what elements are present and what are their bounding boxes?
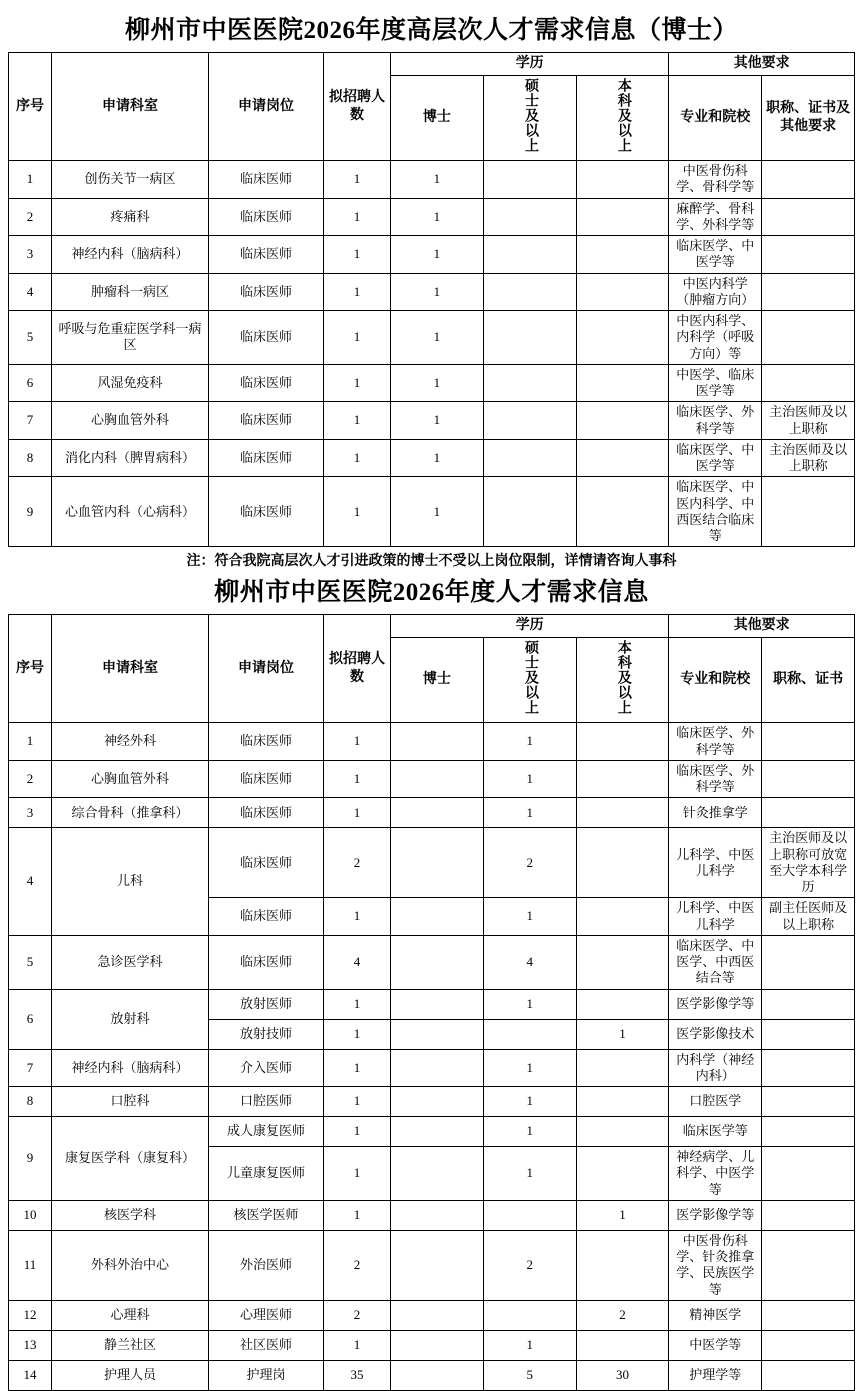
cell-major: 医学影像学等 — [669, 1200, 762, 1230]
cell-bachelor — [576, 1230, 669, 1300]
cell-cert — [762, 1087, 855, 1117]
cell-master — [483, 161, 576, 199]
cell-no: 8 — [9, 439, 52, 477]
cell-no: 5 — [9, 311, 52, 365]
cell-no: 2 — [9, 760, 52, 798]
cell-major: 中医骨伤科学、针灸推拿学、民族医学等 — [669, 1230, 762, 1300]
cell-num: 1 — [324, 723, 391, 761]
cell-no: 1 — [9, 161, 52, 199]
cell-major: 儿科学、中医儿科学 — [669, 828, 762, 898]
cell-num: 1 — [324, 1200, 391, 1230]
cell-phd: 1 — [391, 198, 484, 236]
header-dept: 申请科室 — [52, 615, 209, 723]
cell-post: 心理医师 — [209, 1300, 324, 1330]
header-other: 其他要求 — [669, 615, 855, 638]
cell-num: 1 — [324, 1117, 391, 1147]
cell-cert — [762, 236, 855, 274]
cell-cert — [762, 989, 855, 1019]
cell-no: 7 — [9, 402, 52, 440]
cell-dept: 神经内科（脑病科） — [52, 1049, 209, 1087]
cell-post: 护理岗 — [209, 1360, 324, 1390]
cell-dept: 外科外治中心 — [52, 1230, 209, 1300]
cell-bachelor — [576, 311, 669, 365]
cell-bachelor — [576, 273, 669, 311]
cell-cert — [762, 1019, 855, 1049]
cell-master — [483, 1019, 576, 1049]
table-row — [9, 1300, 855, 1330]
cell-post: 临床医师 — [209, 477, 324, 547]
cell-master: 1 — [483, 1117, 576, 1147]
cell-num: 1 — [324, 402, 391, 440]
cell-phd — [391, 1117, 484, 1147]
cell-cert — [762, 1360, 855, 1390]
section1-body — [9, 161, 855, 547]
cell-num: 35 — [324, 1360, 391, 1390]
cell-cert — [762, 1049, 855, 1087]
cell-dept: 消化内科（脾胃病科） — [52, 439, 209, 477]
cell-bachelor: 2 — [576, 1300, 669, 1330]
cell-post: 临床医师 — [209, 723, 324, 761]
cell-bachelor — [576, 828, 669, 898]
cell-no: 4 — [9, 273, 52, 311]
table-row — [9, 439, 855, 477]
cell-post: 成人康复医师 — [209, 1117, 324, 1147]
cell-dept: 心胸血管外科 — [52, 402, 209, 440]
cell-no: 7 — [9, 1049, 52, 1087]
cell-major: 临床医学、外科学等 — [669, 402, 762, 440]
header-phd: 博士 — [391, 637, 484, 723]
cell-no: 3 — [9, 236, 52, 274]
table-header-row — [9, 53, 855, 76]
section2-table — [8, 614, 855, 1391]
cell-num: 1 — [324, 1049, 391, 1087]
cell-phd — [391, 898, 484, 936]
cell-post: 外治医师 — [209, 1230, 324, 1300]
cell-dept: 急诊医学科 — [52, 935, 209, 989]
cell-phd: 1 — [391, 477, 484, 547]
cell-cert — [762, 198, 855, 236]
table-header-row — [9, 615, 855, 638]
section2-body — [9, 723, 855, 1391]
cell-master: 5 — [483, 1360, 576, 1390]
cell-post: 临床医师 — [209, 898, 324, 936]
cell-cert — [762, 1300, 855, 1330]
cell-no: 4 — [9, 828, 52, 936]
cell-num: 2 — [324, 828, 391, 898]
cell-post: 临床医师 — [209, 798, 324, 828]
cell-no: 9 — [9, 1117, 52, 1201]
cell-dept: 心理科 — [52, 1300, 209, 1330]
cell-cert — [762, 273, 855, 311]
cell-dept: 综合骨科（推拿科） — [52, 798, 209, 828]
cell-dept: 创伤关节一病区 — [52, 161, 209, 199]
cell-dept: 疼痛科 — [52, 198, 209, 236]
cell-bachelor: 30 — [576, 1360, 669, 1390]
cell-cert: 副主任医师及以上职称 — [762, 898, 855, 936]
cell-no: 13 — [9, 1330, 52, 1360]
cell-cert — [762, 477, 855, 547]
cell-post: 社区医师 — [209, 1330, 324, 1360]
cell-major: 临床医学等 — [669, 1117, 762, 1147]
cell-num: 1 — [324, 760, 391, 798]
cell-phd: 1 — [391, 439, 484, 477]
cell-major: 护理学等 — [669, 1360, 762, 1390]
cell-master: 1 — [483, 898, 576, 936]
cell-major: 临床医学、中医学等 — [669, 236, 762, 274]
table-row — [9, 198, 855, 236]
cell-no: 14 — [9, 1360, 52, 1390]
cell-bachelor — [576, 364, 669, 402]
section1-note: 注：符合我院高层次人才引进政策的博士不受以上岗位限制，详情请咨询人事科 — [186, 554, 677, 570]
cell-cert — [762, 1230, 855, 1300]
cell-no: 1 — [9, 723, 52, 761]
cell-dept: 心血管内科（心病科） — [52, 477, 209, 547]
cell-master: 1 — [483, 1330, 576, 1360]
cell-cert — [762, 798, 855, 828]
cell-phd — [391, 1330, 484, 1360]
cell-cert — [762, 1330, 855, 1360]
cell-num: 1 — [324, 364, 391, 402]
cell-major: 临床医学、中医学、中西医结合等 — [669, 935, 762, 989]
cell-post: 口腔医师 — [209, 1087, 324, 1117]
cell-phd — [391, 760, 484, 798]
cell-dept: 心胸血管外科 — [52, 760, 209, 798]
cell-major: 临床医学、中医内科学、中西医结合临床等 — [669, 477, 762, 547]
cell-bachelor — [576, 161, 669, 199]
cell-bachelor — [576, 477, 669, 547]
cell-post: 临床医师 — [209, 273, 324, 311]
table-row — [9, 1117, 855, 1147]
cell-post: 核医学医师 — [209, 1200, 324, 1230]
cell-post: 临床医师 — [209, 935, 324, 989]
table-row — [9, 1087, 855, 1117]
cell-num: 1 — [324, 1019, 391, 1049]
cell-master — [483, 1200, 576, 1230]
cell-num: 1 — [324, 898, 391, 936]
cell-major: 医学影像技术 — [669, 1019, 762, 1049]
cell-bachelor — [576, 723, 669, 761]
cell-post: 临床医师 — [209, 828, 324, 898]
header-phd: 博士 — [391, 75, 484, 161]
cell-cert — [762, 1147, 855, 1201]
cell-bachelor — [576, 935, 669, 989]
cell-num: 1 — [324, 1330, 391, 1360]
cell-num: 4 — [324, 935, 391, 989]
cell-num: 1 — [324, 1087, 391, 1117]
cell-cert — [762, 161, 855, 199]
cell-master — [483, 236, 576, 274]
cell-major: 临床医学、外科学等 — [669, 760, 762, 798]
table-row — [9, 723, 855, 761]
cell-dept: 风湿免疫科 — [52, 364, 209, 402]
cell-major: 医学影像学等 — [669, 989, 762, 1019]
cell-phd: 1 — [391, 161, 484, 199]
cell-bachelor — [576, 402, 669, 440]
header-master: 硕士及以上 — [483, 637, 576, 723]
table-row — [9, 828, 855, 898]
cell-dept: 口腔科 — [52, 1087, 209, 1117]
cell-phd — [391, 1147, 484, 1201]
cell-phd: 1 — [391, 364, 484, 402]
cell-master: 1 — [483, 1049, 576, 1087]
cell-cert — [762, 935, 855, 989]
cell-no: 6 — [9, 989, 52, 1049]
cell-post: 临床医师 — [209, 236, 324, 274]
cell-dept: 静兰社区 — [52, 1330, 209, 1360]
cell-bachelor — [576, 1049, 669, 1087]
cell-phd: 1 — [391, 273, 484, 311]
cell-post: 临床医师 — [209, 161, 324, 199]
cell-major: 临床医学、中医学等 — [669, 439, 762, 477]
cell-post: 临床医师 — [209, 760, 324, 798]
cell-bachelor — [576, 798, 669, 828]
header-master: 硕士及以上 — [483, 75, 576, 161]
header-bachelor: 本科及以上 — [576, 75, 669, 161]
cell-master — [483, 439, 576, 477]
cell-major: 中医骨伤科学、骨科学等 — [669, 161, 762, 199]
header-title-cert: 职称、证书及其他要求 — [762, 75, 855, 161]
cell-master — [483, 273, 576, 311]
cell-phd: 1 — [391, 402, 484, 440]
table-row — [9, 477, 855, 547]
cell-dept: 肿瘤科一病区 — [52, 273, 209, 311]
cell-bachelor — [576, 236, 669, 274]
cell-num: 2 — [324, 1300, 391, 1330]
header-title-cert: 职称、证书 — [762, 637, 855, 723]
cell-master — [483, 402, 576, 440]
cell-phd — [391, 828, 484, 898]
cell-dept: 儿科 — [52, 828, 209, 936]
cell-num: 2 — [324, 1230, 391, 1300]
cell-bachelor — [576, 1087, 669, 1117]
table-row — [9, 1230, 855, 1300]
cell-master — [483, 1300, 576, 1330]
cell-master — [483, 364, 576, 402]
cell-no: 11 — [9, 1230, 52, 1300]
cell-num: 1 — [324, 273, 391, 311]
table-row — [9, 1049, 855, 1087]
table-row — [9, 935, 855, 989]
table-row — [9, 273, 855, 311]
table-row — [9, 311, 855, 365]
cell-cert: 主治医师及以上职称 — [762, 402, 855, 440]
cell-post: 儿童康复医师 — [209, 1147, 324, 1201]
header-dept: 申请科室 — [52, 53, 209, 161]
cell-master: 1 — [483, 1147, 576, 1201]
cell-cert — [762, 1117, 855, 1147]
table-row — [9, 236, 855, 274]
cell-no: 6 — [9, 364, 52, 402]
cell-cert — [762, 364, 855, 402]
cell-master: 2 — [483, 828, 576, 898]
cell-major: 内科学（神经内科） — [669, 1049, 762, 1087]
cell-num: 1 — [324, 198, 391, 236]
cell-phd — [391, 935, 484, 989]
cell-cert — [762, 1200, 855, 1230]
cell-post: 放射医师 — [209, 989, 324, 1019]
cell-no: 3 — [9, 798, 52, 828]
header-bachelor: 本科及以上 — [576, 637, 669, 723]
header-education: 学历 — [391, 53, 669, 76]
header-num: 拟招聘人数 — [324, 615, 391, 723]
cell-no: 8 — [9, 1087, 52, 1117]
cell-post: 放射技师 — [209, 1019, 324, 1049]
cell-bachelor — [576, 760, 669, 798]
cell-dept: 神经内科（脑病科） — [52, 236, 209, 274]
cell-bachelor — [576, 1117, 669, 1147]
cell-post: 临床医师 — [209, 311, 324, 365]
cell-master — [483, 477, 576, 547]
cell-bachelor — [576, 1147, 669, 1201]
cell-post: 临床医师 — [209, 198, 324, 236]
cell-phd — [391, 1049, 484, 1087]
cell-num: 1 — [324, 798, 391, 828]
cell-phd — [391, 798, 484, 828]
section2-title: 柳州市中医医院2026年度人才需求信息 — [214, 579, 649, 607]
cell-no: 12 — [9, 1300, 52, 1330]
cell-dept: 核医学科 — [52, 1200, 209, 1230]
cell-phd — [391, 1200, 484, 1230]
cell-master — [483, 311, 576, 365]
cell-bachelor — [576, 439, 669, 477]
cell-master — [483, 198, 576, 236]
cell-dept: 放射科 — [52, 989, 209, 1049]
cell-num: 1 — [324, 989, 391, 1019]
cell-major: 口腔医学 — [669, 1087, 762, 1117]
header-other: 其他要求 — [669, 53, 855, 76]
cell-phd — [391, 1300, 484, 1330]
header-post: 申请岗位 — [209, 615, 324, 723]
cell-bachelor — [576, 898, 669, 936]
cell-cert: 主治医师及以上职称可放宽至大学本科学历 — [762, 828, 855, 898]
section1-title: 柳州市中医医院2026年度高层次人才需求信息（博士） — [124, 17, 738, 44]
cell-dept: 神经外科 — [52, 723, 209, 761]
cell-master: 1 — [483, 1087, 576, 1117]
cell-cert — [762, 311, 855, 365]
cell-no: 5 — [9, 935, 52, 989]
cell-bachelor — [576, 989, 669, 1019]
cell-major: 麻醉学、骨科学、外科学等 — [669, 198, 762, 236]
table-row — [9, 1330, 855, 1360]
table-row — [9, 989, 855, 1019]
cell-bachelor — [576, 1330, 669, 1360]
cell-dept: 呼吸与危重症医学科一病区 — [52, 311, 209, 365]
cell-phd — [391, 989, 484, 1019]
cell-post: 临床医师 — [209, 439, 324, 477]
header-no: 序号 — [9, 53, 52, 161]
table-row — [9, 364, 855, 402]
cell-phd — [391, 1087, 484, 1117]
table-row — [9, 1360, 855, 1390]
section1-table — [8, 52, 855, 547]
cell-no: 10 — [9, 1200, 52, 1230]
cell-master: 1 — [483, 798, 576, 828]
table-row — [9, 760, 855, 798]
table-row — [9, 402, 855, 440]
cell-major: 中医内科学、内科学（呼吸方向）等 — [669, 311, 762, 365]
cell-phd: 1 — [391, 311, 484, 365]
cell-num: 1 — [324, 477, 391, 547]
cell-master: 1 — [483, 989, 576, 1019]
cell-cert — [762, 723, 855, 761]
cell-major: 中医学、临床医学等 — [669, 364, 762, 402]
cell-major: 临床医学、外科学等 — [669, 723, 762, 761]
cell-num: 1 — [324, 161, 391, 199]
header-major: 专业和院校 — [669, 75, 762, 161]
cell-phd — [391, 723, 484, 761]
cell-major: 中医学等 — [669, 1330, 762, 1360]
cell-master: 1 — [483, 723, 576, 761]
header-education: 学历 — [391, 615, 669, 638]
cell-major: 儿科学、中医儿科学 — [669, 898, 762, 936]
cell-num: 1 — [324, 311, 391, 365]
cell-master: 4 — [483, 935, 576, 989]
table-row — [9, 1200, 855, 1230]
cell-major: 中医内科学（肿瘤方向） — [669, 273, 762, 311]
cell-num: 1 — [324, 236, 391, 274]
cell-dept: 康复医学科（康复科） — [52, 1117, 209, 1201]
cell-post: 临床医师 — [209, 364, 324, 402]
table-row — [9, 161, 855, 199]
cell-no: 9 — [9, 477, 52, 547]
cell-major: 神经病学、儿科学、中医学等 — [669, 1147, 762, 1201]
header-major: 专业和院校 — [669, 637, 762, 723]
cell-major: 针灸推拿学 — [669, 798, 762, 828]
table-row — [9, 798, 855, 828]
cell-phd — [391, 1019, 484, 1049]
cell-phd — [391, 1230, 484, 1300]
cell-cert: 主治医师及以上职称 — [762, 439, 855, 477]
header-num: 拟招聘人数 — [324, 53, 391, 161]
cell-cert — [762, 760, 855, 798]
cell-bachelor — [576, 198, 669, 236]
cell-dept: 护理人员 — [52, 1360, 209, 1390]
cell-post: 临床医师 — [209, 402, 324, 440]
cell-phd — [391, 1360, 484, 1390]
cell-num: 1 — [324, 1147, 391, 1201]
cell-bachelor: 1 — [576, 1019, 669, 1049]
header-post: 申请岗位 — [209, 53, 324, 161]
cell-major: 精神医学 — [669, 1300, 762, 1330]
cell-bachelor: 1 — [576, 1200, 669, 1230]
cell-post: 介入医师 — [209, 1049, 324, 1087]
cell-master: 1 — [483, 760, 576, 798]
cell-phd: 1 — [391, 236, 484, 274]
cell-num: 1 — [324, 439, 391, 477]
cell-master: 2 — [483, 1230, 576, 1300]
cell-no: 2 — [9, 198, 52, 236]
header-no: 序号 — [9, 615, 52, 723]
